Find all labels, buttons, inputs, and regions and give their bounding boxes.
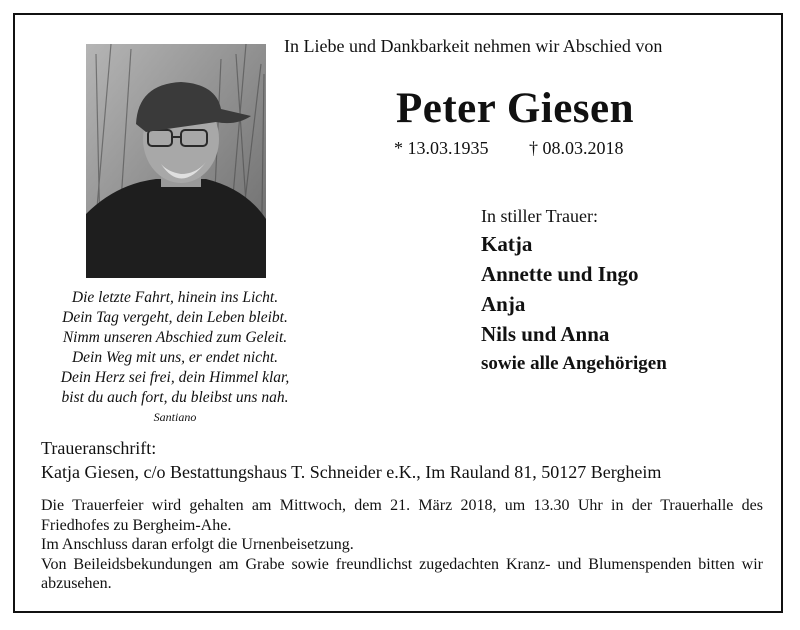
poem-line: Dein Tag vergeht, dein Leben bleibt.	[62, 309, 288, 326]
poem-line: Dein Herz sei frei, dein Himmel klar,	[60, 369, 290, 386]
deceased-name: Peter Giesen	[396, 85, 635, 132]
address-text: Katja Giesen, c/o Bestattungshaus T. Schneider e.K., Im Rauland 81, 50127 Bergheim	[41, 462, 662, 482]
mourners-list	[481, 229, 667, 379]
mourners-heading: In stiller Trauer:	[481, 206, 598, 226]
poem-line: Nimm unseren Abschied zum Geleit.	[62, 329, 288, 346]
mourner-name: Anja	[481, 292, 526, 316]
funeral-info	[41, 496, 763, 594]
poem-author: Santiano	[153, 410, 197, 424]
poem-line: Die letzte Fahrt, hinein ins Licht.	[71, 289, 279, 306]
mourner-name: Katja	[481, 232, 533, 256]
mourner-name: Nils und Anna	[481, 322, 610, 346]
death-date: † 08.03.2018	[529, 138, 624, 158]
birth-date: * 13.03.1935	[394, 138, 489, 158]
funeral-info-paragraph: Von Beileidsbekundungen am Grabe sowie freundlichst zugedachten Kranz- und Blumenspenden bitten wir abzusehen.	[41, 555, 763, 592]
poem-line: bist du auch fort, du bleibst uns nah.	[61, 389, 289, 406]
mourner-name: Annette und Ingo	[481, 262, 639, 286]
address-label: Traueranschrift:	[41, 438, 157, 458]
poem	[30, 288, 320, 408]
portrait-photo	[86, 44, 266, 278]
intro-text: In Liebe und Dankbarkeit nehmen wir Abschied von	[284, 36, 663, 56]
funeral-info-paragraph: Die Trauerfeier wird gehalten am Mittwoch, dem 21. März 2018, um 13.30 Uhr in der Trauerhalle des Friedhofes zu Bergheim-Ahe.	[41, 497, 763, 534]
poem-line: Dein Weg mit uns, er endet nicht.	[71, 349, 279, 366]
funeral-info-paragraph: Im Anschluss daran erfolgt die Urnenbeisetzung.	[41, 536, 354, 553]
mourner-name: sowie alle Angehörigen	[481, 353, 667, 374]
